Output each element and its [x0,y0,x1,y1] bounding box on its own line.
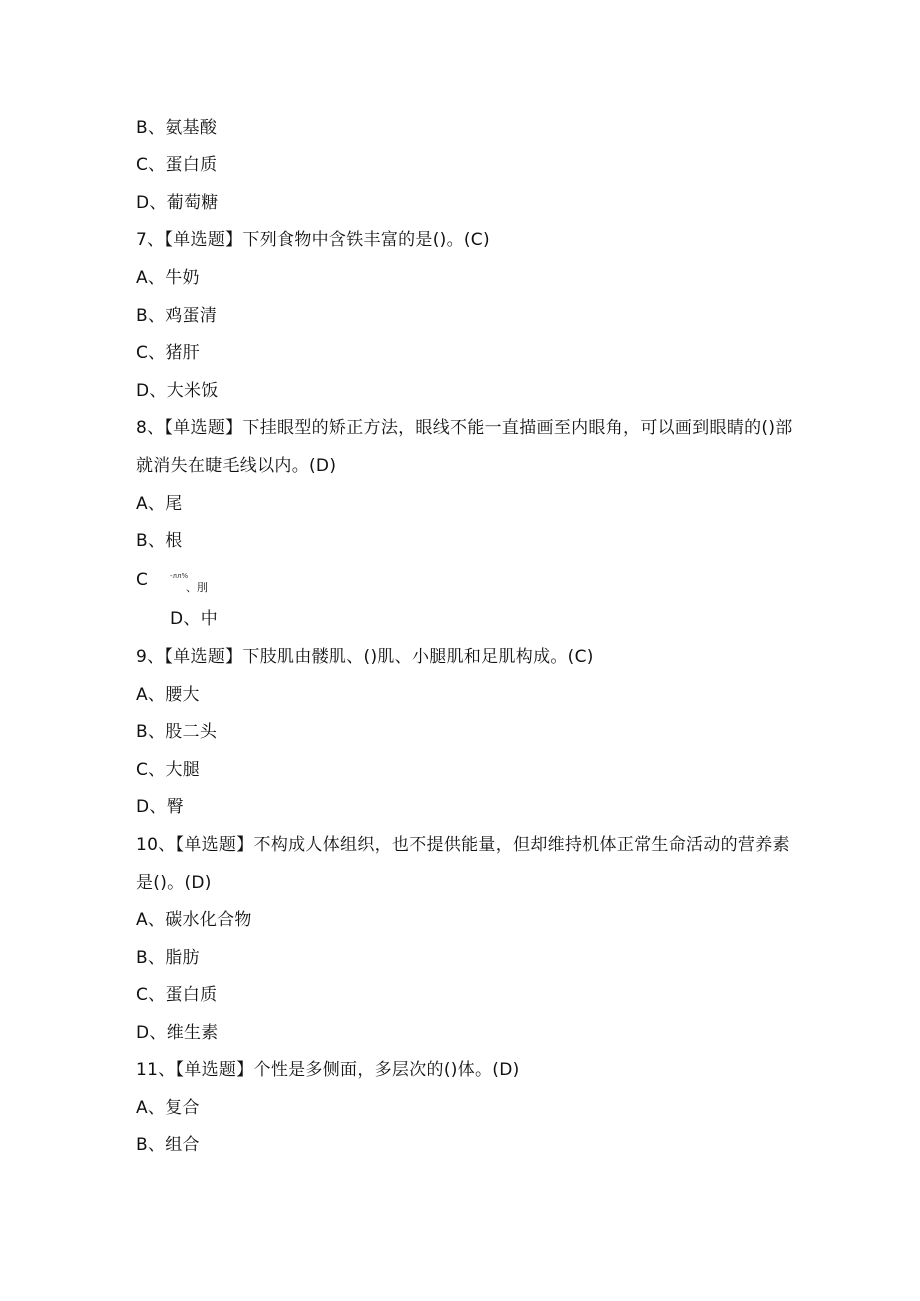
q8-stem: 8、【单选题】下挂眼型的矫正方法，眼线不能一直描画至内眼角，可以画到眼睛的()部就消失在睫毛线以内。(D) [136,418,793,476]
q6-option-c: C、蛋白质 [136,155,218,175]
q10-option-c: C、蛋白质 [136,985,218,1005]
q8-option-a: A、尾 [136,494,183,514]
q7-option-c: C、猪肝 [136,343,201,363]
q9-option-d: D、臀 [136,797,184,817]
q8-option-c-letter: C [136,570,149,590]
q11-stem: 11、【单选题】个性是多侧面，多层次的()体。(D) [136,1060,520,1080]
q9-stem: 9、【单选题】下肢肌由髅肌、()肌、小腿肌和足肌构成。(C) [136,647,594,667]
q7-option-d: D、大米饭 [136,381,219,401]
q10-option-a: A、碳水化合物 [136,910,252,930]
q7-stem: 7、【单选题】下列食物中含铁丰富的是()。(C) [136,230,490,250]
q9-option-c: C、大腿 [136,760,201,780]
q10-stem: 10、【单选题】不构成人体组织，也不提供能量，但却维持机体正常生命活动的营养素是()。(D) [136,835,790,893]
q8-option-c-text: 、刖 [186,581,208,594]
q11-option-b: B、组合 [136,1135,200,1155]
q6-option-b: B、氨基酸 [136,118,218,138]
q10-option-d: D、维生素 [136,1023,219,1043]
q8-option-d: D、中 [170,609,218,629]
q6-option-d: D、葡萄糖 [136,193,219,213]
q9-option-b: B、股二头 [136,722,218,742]
q8-option-c-superscript: -лл% [170,572,189,580]
q11-option-a: A、复合 [136,1098,200,1118]
q9-option-a: A、腰大 [136,685,200,705]
q7-option-a: A、牛奶 [136,268,200,288]
q10-option-b: B、脂肪 [136,948,200,968]
q8-option-b: B、根 [136,531,183,551]
q7-option-b: B、鸡蛋清 [136,306,218,326]
